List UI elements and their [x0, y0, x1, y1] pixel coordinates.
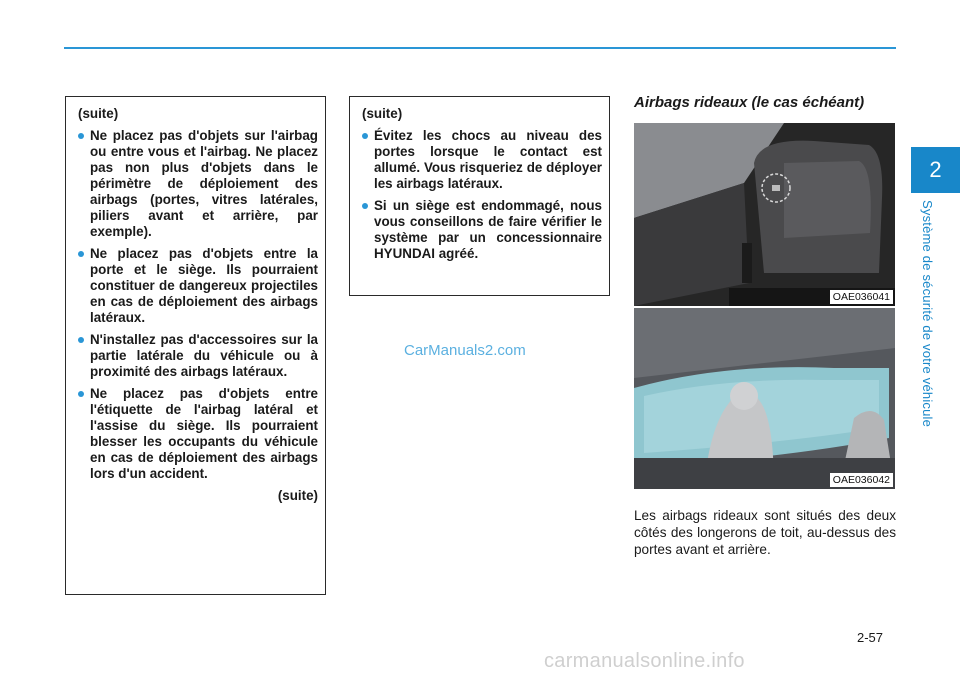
- curtain-airbag-photo: [634, 308, 895, 489]
- site-watermark[interactable]: CarManuals2.com: [404, 342, 526, 359]
- continued-footer: (suite): [277, 488, 318, 503]
- curtain-airbag-illustration: [634, 308, 895, 489]
- continued-label: (suite): [362, 106, 403, 121]
- warning-text: Ne placez pas d'objets entre la porte et le siège. Ils pourraient constituer de dangereux projectiles en cas de déploiement des airbags latéraux.: [90, 246, 318, 325]
- bullet-icon: [78, 337, 84, 343]
- warning-box-left: [65, 96, 326, 595]
- warning-item: [78, 128, 318, 240]
- warning-box-middle: [349, 96, 610, 296]
- chapter-number-tab[interactable]: [911, 147, 960, 193]
- chapter-title: Système de sécurité de votre véhicule: [920, 200, 935, 428]
- continued-label: (suite): [78, 106, 119, 121]
- chapter-number: 2: [929, 157, 942, 182]
- footer-watermark[interactable]: carmanualsonline.info: [544, 650, 745, 672]
- bullet-icon: [78, 251, 84, 257]
- bullet-icon: [78, 391, 84, 397]
- section-body-text: Les airbags rideaux sont situés des deux côtés des longerons de toit, au-dessus des portes avant et arrière.: [634, 508, 896, 557]
- warning-list: [78, 128, 318, 482]
- airbag-label-photo: [634, 123, 895, 306]
- warning-text: Si un siège est endommagé, nous vous conseillons de faire vérifier le système par un concessionnaire HYUNDAI agréé.: [374, 198, 602, 261]
- bullet-icon: [362, 203, 368, 209]
- header-rule: [64, 47, 896, 49]
- warning-text: Ne placez pas d'objets sur l'airbag ou entre vous et l'airbag. Ne placez pas non plus d'objets dans le périmètre de déploiement des airbags (portes, vitres latérales, piliers avant et arrière, par exemple).: [90, 128, 318, 239]
- image-code: OAE036041: [830, 290, 893, 304]
- bullet-icon: [362, 133, 368, 139]
- image-code: OAE036042: [830, 473, 893, 487]
- warning-item: [78, 246, 318, 326]
- warning-item: [362, 128, 602, 192]
- warning-item: [362, 198, 602, 262]
- page-number: 2-57: [857, 630, 884, 645]
- bullet-icon: [78, 133, 84, 139]
- warning-item: [78, 386, 318, 482]
- section-title: Airbags rideaux (le cas échéant): [634, 94, 865, 111]
- warning-text: Ne placez pas d'objets entre l'étiquette de l'airbag latéral et l'assise du siège. Ils pourraient blesser les occupants du véhicule en cas de déploiement des airbags lors d'un accident.: [90, 386, 318, 481]
- warning-item: [78, 332, 318, 380]
- warning-list: [362, 128, 602, 262]
- car-interior-illustration: [634, 123, 895, 306]
- warning-text: N'installez pas d'accessoires sur la partie latérale du véhicule ou à proximité des airbags latéraux.: [90, 332, 318, 379]
- warning-text: Évitez les chocs au niveau des portes lorsque le contact est allumé. Vous risqueriez de déployer les airbags latéraux.: [374, 128, 602, 191]
